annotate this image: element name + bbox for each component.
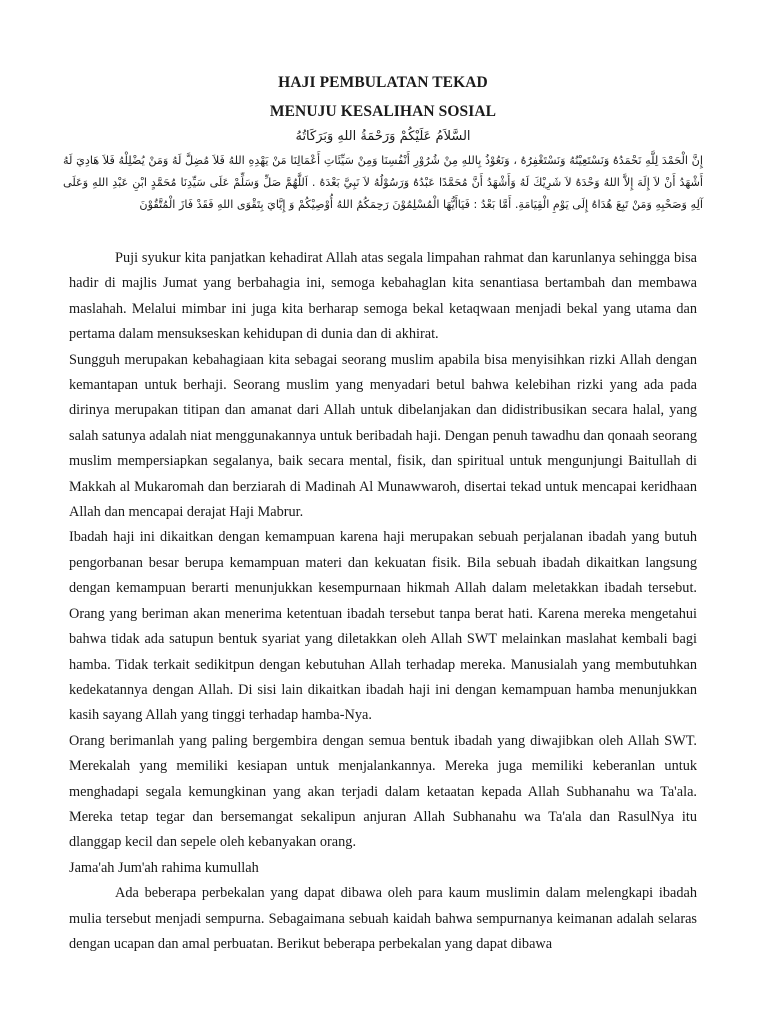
paragraph-ibadah-haji: Ibadah haji ini dikaitkan dengan kemampuan karena haji merupakan sebuah perjalanan ibadah yang butuh pengorbanan besar berupa kemampuan materi dan kekuatan fisik. Bila sebuah ibadah dikaitkan langsung dengan kemampuan berarti menunjukkan kesempurnaan hikmah Allah dalam meletakkan ibadah tersebut. Orang yang beriman akan menerima ketentuan ibadah tersebut tanpa berat hati. Karena mereka mengetahui bahwa tidak ada satupun bentuk syariat yang diletakkan oleh Allah SWT melainkan maslahat kembali bagi hamba. Tidak terkait sedikitpun dengan kebutuhan Allah terhadap mereka. Manusialah yang membutuhkan kedekatannya dengan Allah. Di sisi lain dikaitkan ibadah haji ini dengan kemampuan hamba menunjukkan kasih sayang Allah yang tinggi terhadap hamba-Nya.: [69, 529, 697, 724]
paragraph-berhaji: Sungguh merupakan kebahagiaan kita sebagai seorang muslim apabila bisa menyisihkan rizki Allah dengan kemantapan untuk berhaji. Seorang muslim yang menyadari betul bahwa kelebihan rizki yang ada pada dirinya merupakan titipan dan amanat dari Allah untuk dibelanjakan dan didistribusikan secara halal, yang salah satunya adalah niat menggunakannya untuk beribadah haji. Dengan penuh tawadhu dan qonaah seorang muslim mempersiapkan segalanya, baik secara mental, fisik, dan spiritual untuk mengunjungi Baitullah di Makkah al Mukaromah dan berziarah di Madinah Al Munawwaroh, disertai tekad untuk mencapai keridhaan Allah dan mencapai derajat Haji Mabrur.: [69, 351, 697, 521]
paragraph-perbekalan: Ada beberapa perbekalan yang dapat dibawa oleh para kaum muslimin dalam melengkapi ibadah mulia tersebut menjadi sempurna. Sebagaimana sebuah kaidah bahwa sempurnanya keimanan adalah selaras dengan ucapan dan amal perbuatan. Berikut beberapa perbekalan yang dapat dibawa: [69, 885, 697, 952]
document-title-line1: HAJI PEMBULATAN TEKAD: [278, 74, 488, 91]
arabic-opening-khutbah: إِنَّ الْحَمْدَ لِلَّهِ نَحْمَدُهُ وَنَسْتَعِيْنُهُ وَنَسْتَغْفِرُهُ ، وَنَعُوْذُ بِاللهِ مِنْ شُرُوْرِ أَنْفُسِنَا وَمِنْ سَيِّئَاتِ أَعْمَالِنَا مَنْ يَهْدِهِ اللهُ فَلاَ مُضِلَّ لَهُ وَمَنْ يُضْلِلْهُ فَلاَ هَادِيَ لَهُ أَشْهَدُ أَنْ لاَ إِلَهَ إِلاَّ اللهُ وَحْدَهُ لاَ شَرِيْكَ لَهُ وَأَشْهَدُ أَنَّ مُحَمَّدًا عَبْدُهُ وَرَسُوْلُهُ لاَ نَبِيَّ بَعْدَهُ . اَللَّهُمَّ صَلِّ وَسَلِّمْ عَلَى سَيِّدِنَا مُحَمَّدٍ ابْنِ عَبْدِ اللهِ وَعَلَى آلِهِ وَصَحْبِهِ وَمَنْ تَبِعَ هُدَاهُ إِلَى يَوْمِ الْقِيَامَةِ. أَمَّا بَعْدُ : فَيَاأَيُّهَا الْمُسْلِمُوْنَ رَحِمَكُمُ اللهُ أُوْصِيْكُمْ وَ إِيَّايَ بِتَقْوَى اللهِ فَقَدْ فَازَ الْمُتَّقُوْنَ: [63, 154, 703, 211]
paragraph-orang-beriman: Orang berimanlah yang paling bergembira dengan semua bentuk ibadah yang diwajibkan oleh Allah SWT. Merekalah yang memiliki kesiapan untuk menjalankannya. Mereka juga memiliki keberanlan untuk menghadapi segala kemungkinan yang akan terjadi dalam ketaatan kepada Allah Subhanahu wa Ta'ala. Mereka tetap tegar dan bersemangat sekalipun anjuran Allah Subhanahu wa Ta'ala dan RasulNya itu dlanggap kecil dan sepele oleh kebanyakan orang.: [69, 732, 697, 851]
paragraph-opening: Puji syukur kita panjatkan kehadirat Allah atas segala limpahan rahmat dan karunlanya sehingga bisa hadir di majlis Jumat yang berbahagia ini, semoga kebahaglan kita senantiasa bertambah dan membawa maslahah. Melalui mimbar ini juga kita berharap semoga bekal ketaqwaan menjadi bekal yang utama dan pertama dalam mensukseskan kehidupan di dunia dan di akhirat.: [69, 250, 697, 343]
document-title-line2: MENUJU KESALIHAN SOSIAL: [269, 103, 497, 120]
arabic-salam: السَّلاَمُ عَلَيْكُمْ وَرَحْمَةُ اللهِ وَبَرَكَاتُهُ: [295, 129, 471, 144]
paragraph-address-jamaah: Jama'ah Jum'ah rahima kumullah: [69, 859, 259, 876]
